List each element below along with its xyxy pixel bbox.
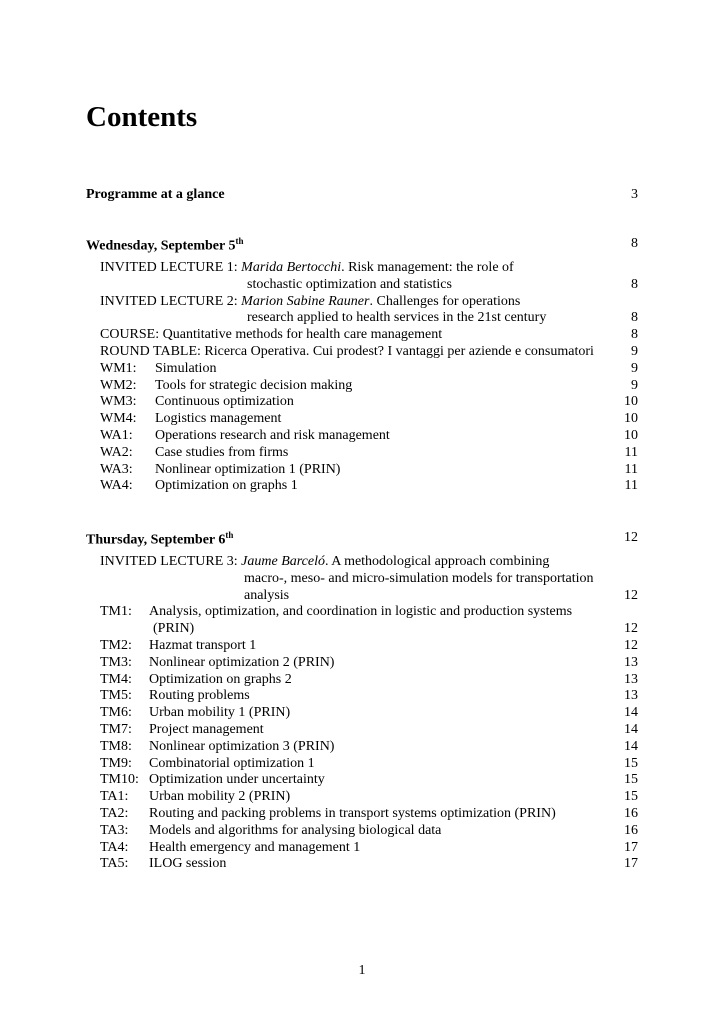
toc-heading-wednesday [86, 236, 638, 256]
entry-title-continued: macro-, meso- and micro-simulation models for transportation [244, 570, 594, 586]
session-code: TM1: [100, 604, 132, 620]
session-code: WA2: [100, 444, 133, 460]
entry-title: Models and algorithms for analysing biological data [149, 822, 442, 838]
session-code: WM2: [100, 377, 137, 393]
entry-title-continued: analysis [244, 587, 290, 603]
toc-entry-session [86, 394, 638, 411]
toc-page-number: 16 [624, 805, 638, 821]
toc-entry-invited-lecture-1 [86, 260, 638, 294]
toc-page-number: 10 [624, 394, 638, 410]
entry-prefix: INVITED LECTURE 3: [100, 554, 242, 569]
toc-page-number: 3 [631, 187, 638, 202]
session-code: TA5: [100, 856, 129, 872]
toc-entries-thursday [86, 554, 638, 873]
toc-page-number: 17 [624, 856, 638, 872]
session-code: TM7: [100, 721, 132, 737]
toc-entries-wednesday [86, 260, 638, 495]
entry-title: . A methodological approach combining [325, 554, 550, 569]
toc-page-number: 9 [631, 343, 638, 359]
toc-page-number: 14 [624, 721, 638, 737]
toc-entry-session [86, 672, 638, 689]
toc-page-number: 14 [624, 705, 638, 721]
session-code: TM8: [100, 738, 132, 754]
toc-page-number: 9 [631, 377, 638, 393]
toc-entry-session [86, 445, 638, 462]
toc-page-number: 15 [624, 789, 638, 805]
entry-title: Nonlinear optimization 3 (PRIN) [149, 738, 335, 754]
session-code: WM3: [100, 394, 137, 410]
ordinal-suffix: th [225, 530, 234, 540]
speaker-name: Marida Bertocchi [241, 260, 342, 275]
toc-page-number: 15 [624, 772, 638, 788]
page-number: 1 [358, 963, 366, 978]
ordinal-suffix: th [235, 236, 244, 246]
toc-page-number: 11 [624, 461, 638, 477]
entry-title: Project management [149, 721, 264, 737]
toc-entry-session [86, 756, 638, 773]
entry-title-continued: stochastic optimization and statistics [247, 276, 452, 292]
toc-page-number: 12 [624, 621, 638, 637]
entry-title: Analysis, optimization, and coordination in logistic and production systems [149, 604, 573, 620]
toc-heading-label: Wednesday, September 5 [86, 238, 236, 254]
entry-title: Tools for strategic decision making [155, 377, 353, 393]
toc-entry-session [86, 856, 638, 873]
toc-page-number: 12 [624, 587, 638, 603]
toc-programme [86, 187, 638, 207]
toc-entry-session [86, 772, 638, 789]
toc-heading-programme [86, 187, 638, 207]
session-code: WA3: [100, 461, 133, 477]
session-code: TM9: [100, 755, 132, 771]
toc-heading-label: Thursday, September 6 [86, 532, 226, 548]
entry-title: Hazmat transport 1 [149, 637, 257, 653]
entry-title: Optimization under uncertainty [149, 772, 325, 788]
toc-entry-session [86, 705, 638, 722]
session-code: TM3: [100, 654, 132, 670]
toc-entry-session [86, 806, 638, 823]
session-code: TA4: [100, 839, 129, 855]
toc-page-number: 13 [624, 671, 638, 687]
toc-entry-session [86, 478, 638, 495]
toc-page-number: 8 [631, 310, 638, 326]
entry-title: Operations research and risk management [155, 427, 390, 443]
toc-page-number: 12 [624, 637, 638, 653]
toc-entry-session [86, 428, 638, 445]
session-code: TM2: [100, 637, 132, 653]
session-code: TA1: [100, 789, 129, 805]
entry-title-continued: research applied to health services in the 21st century [247, 310, 547, 326]
entry-title: Optimization on graphs 2 [149, 671, 292, 687]
toc-page-number: 13 [624, 654, 638, 670]
toc-entry-invited-lecture-3 [86, 554, 638, 604]
session-code: TA3: [100, 822, 129, 838]
entry-title: . Risk management: the role of [341, 260, 514, 275]
session-code: TM6: [100, 705, 132, 721]
toc-entry-session [86, 604, 638, 638]
entry-title: Urban mobility 2 (PRIN) [149, 789, 291, 805]
toc-entry-invited-lecture-2 [86, 294, 638, 328]
toc-page-number: 13 [624, 688, 638, 704]
entry-title: Nonlinear optimization 2 (PRIN) [149, 654, 335, 670]
toc-entry-session [86, 361, 638, 378]
session-code: TM5: [100, 688, 132, 704]
session-code: WM4: [100, 411, 137, 427]
entry-prefix: INVITED LECTURE 2: [100, 293, 242, 309]
toc-entry-session [86, 411, 638, 428]
toc-heading-label: Programme at a glance [86, 187, 225, 202]
toc-thursday [86, 530, 638, 873]
session-code: TA2: [100, 805, 129, 821]
toc-page-number: 14 [624, 738, 638, 754]
toc-entry-session [86, 823, 638, 840]
session-code: WA4: [100, 478, 133, 494]
entry-title: Nonlinear optimization 1 (PRIN) [155, 461, 341, 477]
toc-page-number: 10 [624, 411, 638, 427]
toc-page-number: 12 [624, 530, 638, 545]
entry-title: Health emergency and management 1 [149, 839, 361, 855]
toc-entry-session [86, 739, 638, 756]
entry-title: Simulation [155, 360, 217, 376]
toc-page-number: 17 [624, 839, 638, 855]
toc-entry-session [86, 638, 638, 655]
toc-entry-session [86, 462, 638, 479]
entry-title: Case studies from firms [155, 444, 289, 460]
entry-title: Optimization on graphs 1 [155, 478, 298, 494]
toc-entry-session [86, 655, 638, 672]
session-code: TM4: [100, 671, 132, 687]
speaker-name: Jaume Barceló [241, 554, 325, 569]
entry-title: Combinatorial optimization 1 [149, 755, 315, 771]
entry-title: Continuous optimization [155, 394, 294, 410]
page-title: Contents [86, 101, 198, 133]
session-code: TM10: [100, 772, 139, 788]
entry-title: COURSE: Quantitative methods for health care management [100, 327, 443, 343]
toc-entry-session [86, 722, 638, 739]
toc-page-number: 8 [631, 327, 638, 343]
session-code: WA1: [100, 427, 133, 443]
toc-page-number: 11 [624, 478, 638, 494]
entry-title: Routing problems [149, 688, 250, 704]
entry-title: Routing and packing problems in transport systems optimization (PRIN) [149, 805, 556, 821]
entry-title: ROUND TABLE: Ricerca Operativa. Cui prodest? I vantaggi per aziende e consumatori [100, 343, 594, 359]
toc-page-number: 8 [631, 276, 638, 292]
toc-page-number: 15 [624, 755, 638, 771]
entry-prefix: INVITED LECTURE 1: [100, 260, 242, 275]
entry-title: . Challenges for operations [369, 293, 521, 309]
toc-entry-session [86, 688, 638, 705]
toc-entry-session [86, 789, 638, 806]
toc-page-number: 16 [624, 822, 638, 838]
session-code: WM1: [100, 360, 137, 376]
toc-page-number: 8 [631, 236, 638, 251]
entry-title: Urban mobility 1 (PRIN) [149, 705, 291, 721]
toc-entry-course [86, 327, 638, 344]
entry-title: ILOG session [149, 856, 227, 872]
toc-page-number: 11 [624, 444, 638, 460]
entry-title-continued: (PRIN) [153, 621, 195, 637]
toc-page-number: 10 [624, 427, 638, 443]
toc-entry-session [86, 840, 638, 857]
toc-entry-session [86, 378, 638, 395]
toc-entry-round-table [86, 344, 638, 361]
toc-wednesday [86, 236, 638, 495]
toc-page-number: 9 [631, 360, 638, 376]
speaker-name: Marion Sabine Rauner [241, 293, 370, 309]
toc-heading-thursday [86, 530, 638, 550]
entry-title: Logistics management [155, 411, 282, 427]
